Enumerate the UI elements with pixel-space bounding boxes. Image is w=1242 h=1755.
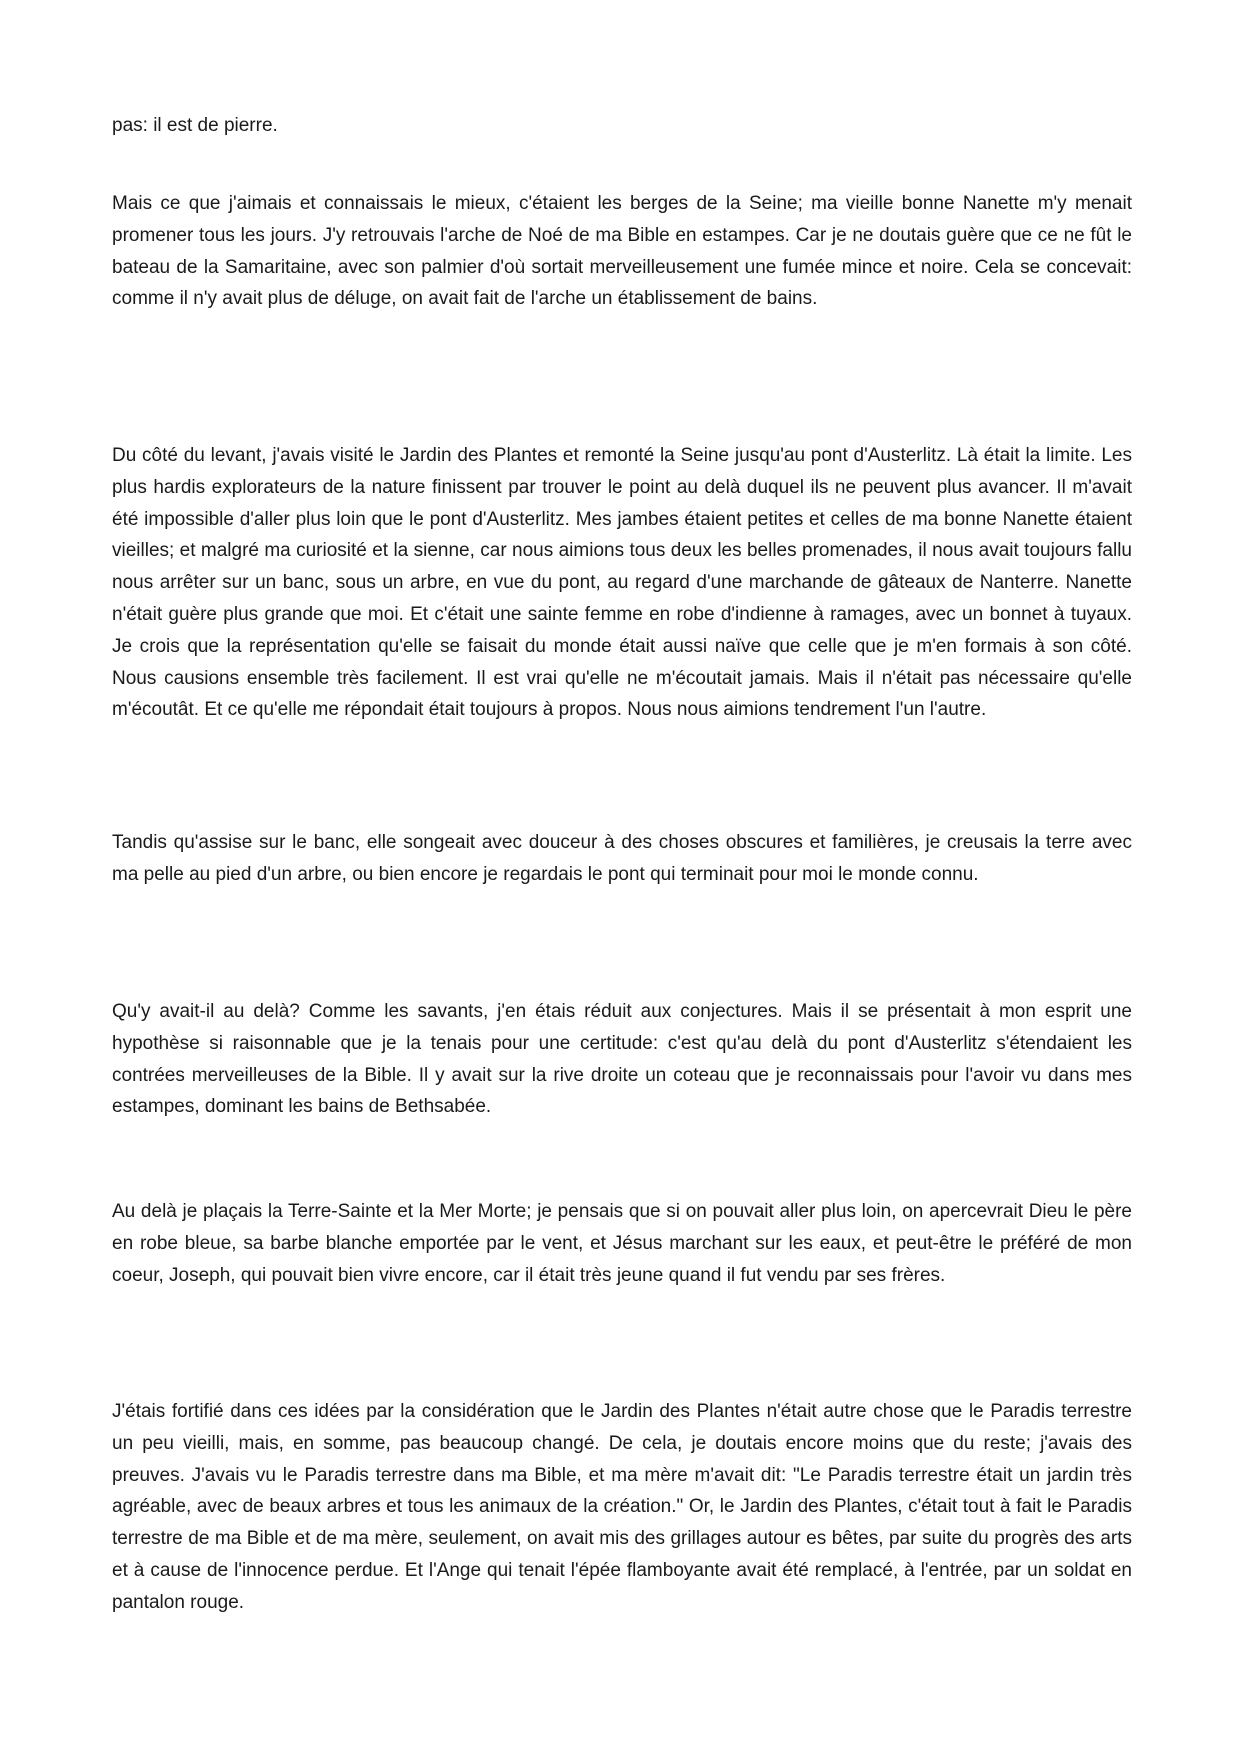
paragraph-1: pas: il est de pierre. <box>112 115 278 136</box>
paragraph-5: Qu'y avait-il au delà? Comme les savants, j'en étais réduit aux conjectures. Mais il se présentait à mon esprit une hypothèse si raisonnable que je la tenais pour une certitude: c'est qu'au delà du pont d'Austerlitz s'étendaient les contrées merveilleuses de la Bible. Il y avait sur la rive droite un coteau que je reconnaissais pour l'avoir vu dans mes estampes, dominant les bains de Bethsabée. <box>112 1001 1132 1118</box>
paragraph-6: Au delà je plaçais la Terre-Sainte et la Mer Morte; je pensais que si on pouvait aller plus loin, on apercevrait Dieu le père en robe bleue, sa barbe blanche emportée par le vent, et Jésus marchant sur les eaux, et peut-être le préféré de mon coeur, Joseph, qui pouvait bien vivre encore, car il était très jeune quand il fut vendu par ses frères. <box>112 1201 1132 1286</box>
paragraph-4: Tandis qu'assise sur le banc, elle songeait avec douceur à des choses obscures et familières, je creusais la terre avec ma pelle au pied d'un arbre, ou bien encore je regardais le pont qui terminait pour moi le monde connu. <box>112 832 1132 885</box>
paragraph-7: J'étais fortifié dans ces idées par la considération que le Jardin des Plantes n'était autre chose que le Paradis terrestre un peu vieilli, mais, en somme, pas beaucoup changé. De cela, je doutais encore moins que du reste; j'avais des preuves. J'avais vu le Paradis terrestre dans ma Bible, et ma mère m'avait dit: "Le Paradis terrestre était un jardin très agréable, avec de beaux arbres et tous les animaux de la création." Or, le Jardin des Plantes, c'était tout à fait le Paradis terrestre de ma Bible et de ma mère, seulement, on avait mis des grillages autour es bêtes, par suite du progrès des arts et à cause de l'innocence perdue. Et l'Ange qui tenait l'épée flamboyante avait été remplacé, à l'entrée, par un soldat en pantalon rouge. <box>112 1401 1132 1613</box>
paragraph-3: Du côté du levant, j'avais visité le Jardin des Plantes et remonté la Seine jusqu'au pont d'Austerlitz. Là était la limite. Les plus hardis explorateurs de la nature finissent par trouver le point au delà duquel ils ne peuvent plus avancer. Il m'avait été impossible d'aller plus loin que le pont d'Austerlitz. Mes jambes étaient petites et celles de ma bonne Nanette étaient vieilles; et malgré ma curiosité et la sienne, car nous aimions tous deux les belles promenades, il nous avait toujours fallu nous arrêter sur un banc, sous un arbre, en vue du pont, au regard d'une marchande de gâteaux de Nanterre. Nanette n'était guère plus grande que moi. Et c'était une sainte femme en robe d'indienne à ramages, avec un bonnet à tuyaux. Je crois que la représentation qu'elle se faisait du monde était aussi naïve que celle que je m'en formais à son côté. Nous causions ensemble très facilement. Il est vrai qu'elle ne m'écoutait jamais. Mais il n'était pas nécessaire qu'elle m'écoutât. Et ce qu'elle me répondait était toujours à propos. Nous nous aimions tendrement l'un l'autre. <box>112 445 1132 721</box>
paragraph-2: Mais ce que j'aimais et connaissais le mieux, c'étaient les berges de la Seine; ma vieille bonne Nanette m'y menait promener tous les jours. J'y retrouvais l'arche de Noé de ma Bible en estampes. Car je ne doutais guère que ce ne fût le bateau de la Samaritaine, avec son palmier d'où sortait merveilleusement une fumée mince et noire. Cela se concevait: comme il n'y avait plus de déluge, on avait fait de l'arche un établissement de bains. <box>112 193 1132 310</box>
